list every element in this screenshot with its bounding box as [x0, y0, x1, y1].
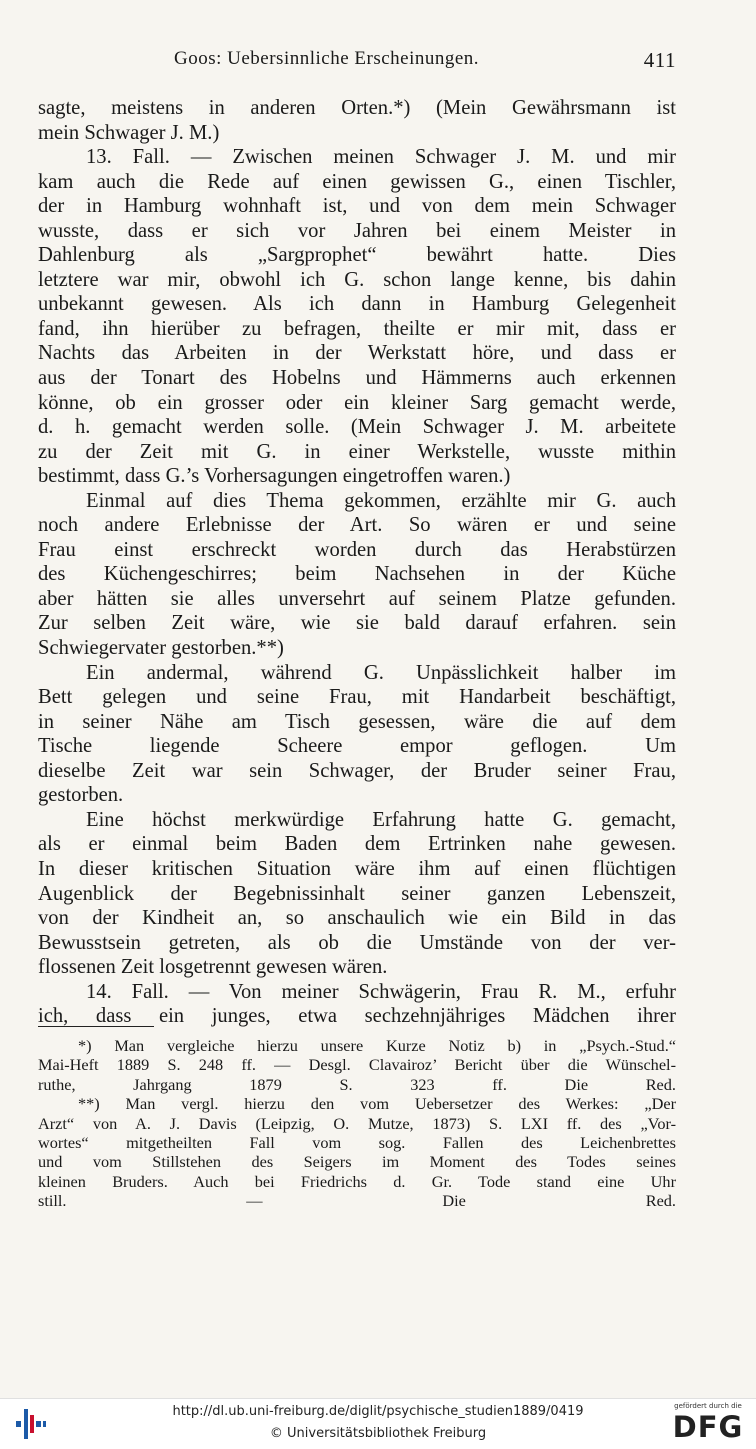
dfg-logo	[670, 1402, 746, 1446]
text-line: Bewusstsein getreten, als ob die Umstände von der ver-	[38, 931, 676, 954]
text-line: letztere war mir, obwohl ich G. schon lange kenne, bis dahin	[38, 268, 676, 291]
text-line: der in Hamburg wohnhaft ist, und von dem mein Schwager	[38, 195, 676, 218]
text-line: in seiner Nähe am Tisch gesessen, wäre die auf dem	[38, 710, 676, 733]
footnote-line: Mai-Heft 1889 S. 248 ff. — Desgl. Clavairoz’ Bericht über die Wünschel-	[38, 1055, 676, 1075]
text-line: aus der Tonart des Hobelns und Hämmerns auch erkennen	[38, 367, 676, 390]
text-line: In dieser kritischen Situation wäre ihm auf einen flüchtigen	[38, 857, 676, 880]
text-line: noch andere Erlebnisse der Art. So wären er und seine	[38, 514, 676, 537]
running-header	[38, 48, 676, 74]
viewer-footer	[0, 1398, 756, 1449]
running-title: Goos: Uebersinnliche Erscheinungen.	[174, 48, 480, 69]
footnote-line: wortes“ mitgetheilten Fall vom sog. Fallen des Leichenbrettes	[38, 1132, 676, 1152]
text-line: könne, ob ein grosser oder ein kleiner Sarg gemacht werde,	[38, 391, 676, 414]
text-line: Tische liegende Scheere empor geflogen. Um	[38, 735, 676, 758]
footnote-line: ruthe, Jahrgang 1879 S. 323 ff. Die Red.	[38, 1074, 676, 1094]
text-line: als er einmal beim Baden dem Ertrinken nahe gewesen.	[38, 833, 676, 856]
footnote-line: und vom Stillstehen des Seigers im Moment des Todes seines	[38, 1152, 676, 1172]
text-line: Ein andermal, während G. Unpässlichkeit halber im	[86, 661, 676, 684]
text-line: aber hätten sie alles unversehrt auf seinem Platze gefunden.	[38, 587, 676, 610]
footnote-line: *) Man vergleiche hierzu unsere Kurze Notiz b) in „Psych.-Stud.“	[78, 1036, 676, 1055]
text-line: 14. Fall. — Von meiner Schwägerin, Frau R. M., erfuhr	[86, 980, 676, 1003]
text-line: wusste, dass er sich vor Jahren bei einem Meister in	[38, 219, 676, 242]
text-line: kam auch die Rede auf einen gewissen G., einen Tischler,	[38, 170, 676, 193]
text-line: Nachts das Arbeiten in der Werkstatt höre, und dass er	[38, 342, 676, 365]
text-line: von der Kindheit an, so anschaulich wie ein Bild in das	[38, 907, 676, 930]
text-line: des Küchengeschirres; beim Nachsehen in der Küche	[38, 563, 676, 586]
footnote-line: kleinen Bruders. Auch bei Friedrichs d. Gr. Tode stand eine Uhr	[38, 1171, 676, 1191]
footnote-line: **) Man vergl. hierzu den vom Uebersetzer des Werkes: „Der	[78, 1094, 676, 1114]
text-line: d. h. gemacht werden solle. (Mein Schwager J. M. arbeitete	[38, 416, 676, 439]
page-number: 411	[643, 48, 676, 72]
copyright-notice: © Universitätsbibliothek Freiburg	[269, 1426, 487, 1441]
footnotes	[38, 1036, 676, 1211]
text-line: dieselbe Zeit war sein Schwager, der Bruder seiner Frau,	[38, 759, 676, 782]
text-line: Dahlenburg als „Sargprophet“ bewährt hatte. Dies	[38, 244, 676, 267]
text-line: flossenen Zeit losgetrennt gewesen wären.	[38, 956, 388, 979]
text-line: zu der Zeit mit G. in einer Werkstelle, wusste mithin	[38, 440, 676, 463]
text-line: 13. Fall. — Zwischen meinen Schwager J. M. und mir	[86, 146, 676, 169]
dfg-wordmark: DFG	[672, 1410, 744, 1444]
permalink-url[interactable]: http://dl.ub.uni-freiburg.de/diglit/psychische_studien1889/0419	[172, 1404, 584, 1419]
text-line: gestorben.	[38, 784, 124, 807]
text-line: sagte, meistens in anderen Orten.*) (Mein Gewährsmann ist	[38, 97, 676, 119]
dfg-caption: gefördert durch die	[674, 1402, 742, 1410]
text-line: ich, dass ein junges, etwa sechzehnjähriges Mädchen ihrer	[38, 1005, 676, 1028]
text-line: unbekannt gewesen. Als ich dann in Hamburg Gelegenheit	[38, 293, 676, 316]
text-line: mein Schwager J. M.)	[38, 121, 220, 144]
text-line: Eine höchst merkwürdige Erfahrung hatte G. gemacht,	[86, 808, 676, 831]
text-line: Zur selben Zeit wäre, wie sie bald darauf erfahren. sein	[38, 612, 676, 635]
footnote-line: Arzt“ von A. J. Davis (Leipzig, O. Mutze, 1873) S. LXI ff. des „Vor-	[38, 1113, 676, 1133]
text-line: Frau einst erschreckt worden durch das Herabstürzen	[38, 538, 676, 561]
footnote-separator	[38, 1026, 154, 1027]
main-text	[38, 96, 676, 1029]
text-line: bestimmt, dass G.’s Vorhersagungen eingetroffen waren.)	[38, 465, 511, 488]
text-line: Einmal auf dies Thema gekommen, erzählte mir G. auch	[86, 489, 676, 512]
text-line: Augenblick der Begebnissinhalt seiner ganzen Lebenszeit,	[38, 882, 676, 905]
text-line: fand, ihn hierüber zu befragen, theilte er mir mit, dass er	[38, 317, 676, 340]
footnote-line: still. — Die Red.	[38, 1191, 676, 1211]
text-line: Bett gelegen und seine Frau, mit Handarbeit beschäftigt,	[38, 686, 676, 709]
text-line: Schwiegervater gestorben.**)	[38, 637, 284, 660]
